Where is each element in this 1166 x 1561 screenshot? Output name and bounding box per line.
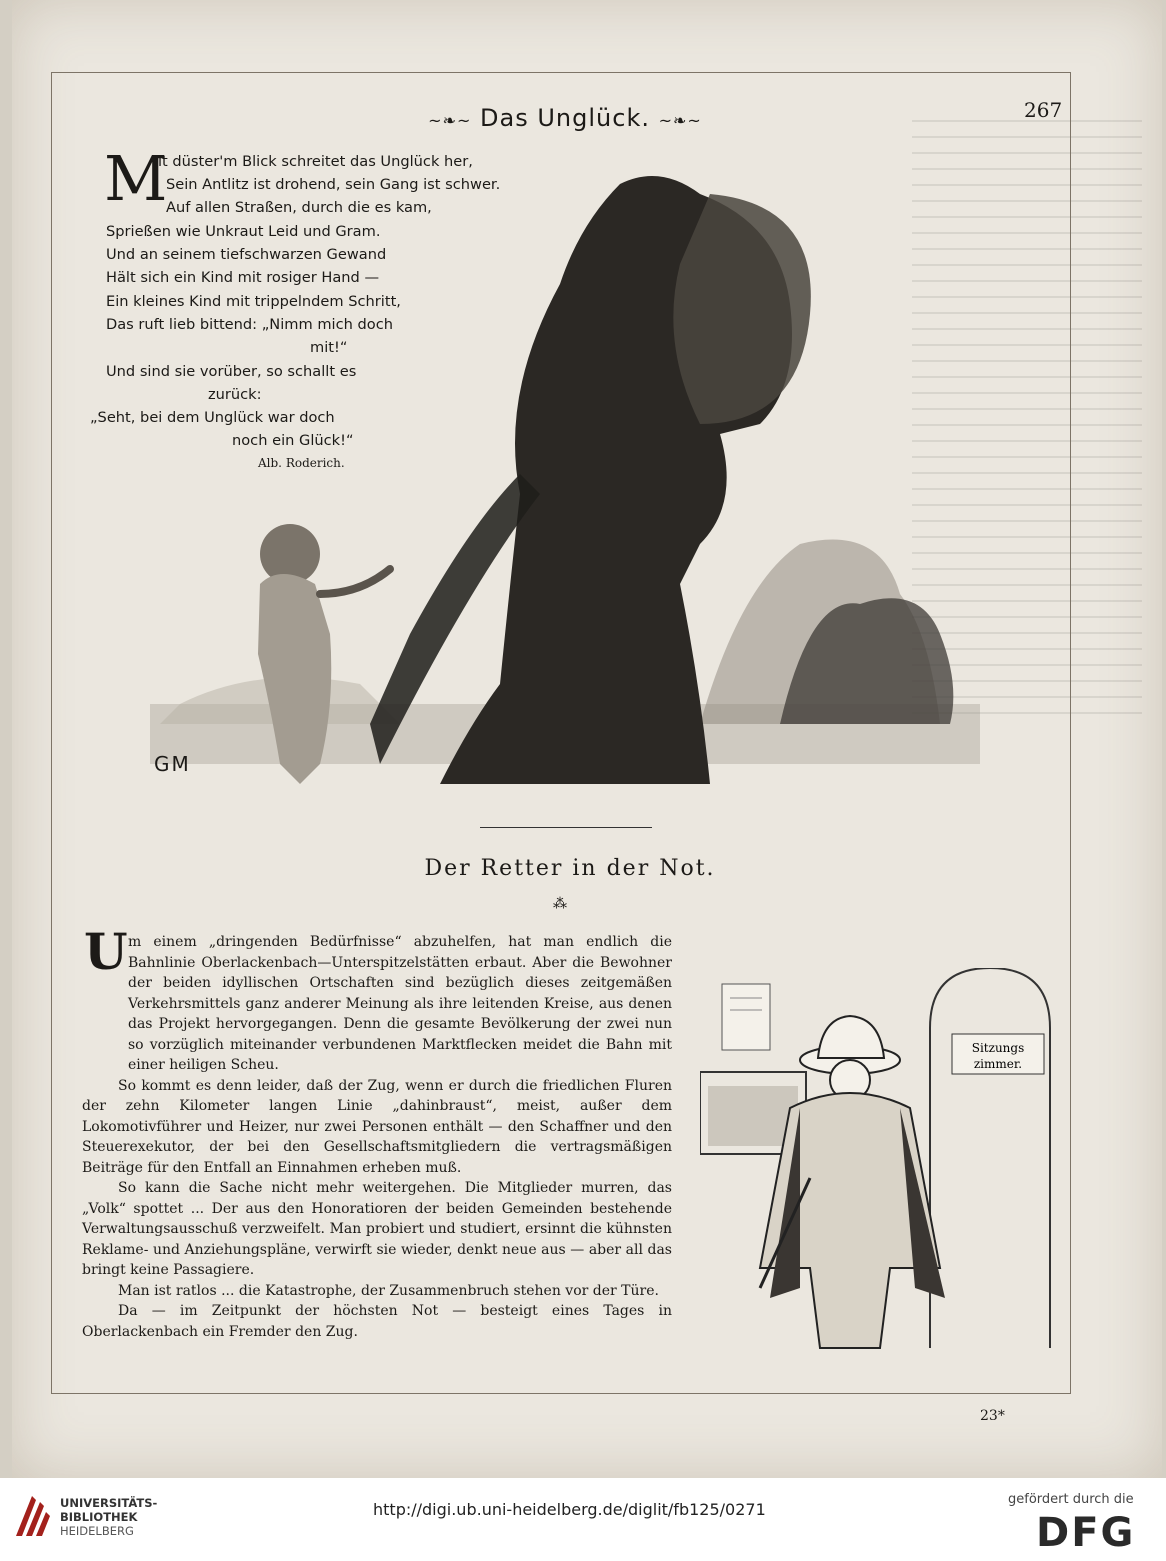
illustration-misfortune xyxy=(140,164,1000,814)
child-arm xyxy=(320,569,390,594)
story-title: Der Retter in der Not. xyxy=(424,856,716,881)
poem-author: Alb. Roderich. xyxy=(258,456,345,470)
dfg-logo[interactable]: DFG xyxy=(1036,1510,1136,1556)
story-dropcap: U xyxy=(84,922,128,981)
story-paragraph: Da — im Zeitpunkt der höchsten Not — besteigt eines Tages in Oberlackenbach ein Fremder den Zug. xyxy=(82,1303,672,1340)
poem-title-block xyxy=(400,104,730,132)
poem-line: noch ein Glück!“ xyxy=(232,432,354,449)
poem-title: Das Unglück. xyxy=(480,104,650,132)
signature-mark: 23* xyxy=(980,1408,1005,1424)
funding-note: gefördert durch die xyxy=(1008,1492,1134,1507)
section-divider xyxy=(480,827,652,828)
poem-line: Sprießen wie Unkraut Leid und Gram. xyxy=(106,223,381,240)
poem-line: Ein kleines Kind mit trippelndem Schritt, xyxy=(106,293,401,310)
title-ornament: ⁂ xyxy=(553,896,567,912)
illustration-stranger xyxy=(700,968,1060,1373)
story-body xyxy=(82,932,672,1342)
door-sign-line: Sitzungs xyxy=(971,1041,1025,1055)
library-logo-icon[interactable] xyxy=(12,1490,52,1542)
poem-line: Und an seinem tiefschwarzen Gewand xyxy=(106,246,387,263)
story-paragraph: m einem „dringenden Bedürfnisse“ abzuhelfen, hat man endlich die Bahnlinie Oberlackenbach—Unterspitzelstätten erbaut. Aber die Bewohner der beiden idyllischen Ortschaften sind bezüglich dieses zeitgemäßen Verkehrsmittels ganz anderer Meinung als ihre leitenden Kreise, aus denen das Projekt hervorgegangen. Denn die gesamte Bevölkerung der zwei nun so vorzüglich miteinander verbundenen Marktflecken meidet die Bahn mit einer heiligen Scheu. xyxy=(128,934,672,1073)
library-name-line: HEIDELBERG xyxy=(60,1524,134,1538)
library-name-line: UNIVERSITÄTS- xyxy=(60,1496,158,1510)
notice-paper xyxy=(722,984,770,1050)
poem-line: Auf allen Straßen, durch die es kam, xyxy=(166,199,432,216)
permalink-url[interactable]: http://digi.ub.uni-heidelberg.de/diglit/fb125/0271 xyxy=(373,1500,766,1519)
doorway xyxy=(930,968,1050,1348)
hat-crown xyxy=(818,1016,884,1058)
story-paragraph: So kommt es denn leider, daß der Zug, wenn er durch die friedlichen Fluren der zehn Kilometer langen Linie „dahinbraust“, meist, außer dem Lokomotivführer und Heizer, nur zwei Personen enthält — den Schaffner und den Steuerexekutor, der bei den Gesellschaftsmitgliedern die vertragsmäßigen Beiträge für den Entfall an Einnahmen erheben muß. xyxy=(82,1077,672,1176)
story-paragraph: So kann die Sache nicht mehr weitergehen. Die Mitglieder murren, das „Volk“ spottet ... Der aus den Honoratioren der beiden Gemeinden bestehende Verwaltungsausschuß verzweifelt. Man probiert und studiert, ersinnt die kühnsten Reklame- und Anziehungspläne, verwirft sie wieder, denkt neue aus — aber all das bringt keine Passagiere. xyxy=(82,1180,672,1278)
footer-bar xyxy=(0,1478,1166,1561)
poem-line: Hält sich ein Kind mit rosiger Hand — xyxy=(106,269,380,286)
library-name xyxy=(60,1496,157,1538)
poem-line: „Seht, bei dem Unglück war doch xyxy=(90,409,335,426)
poem-line: zurück: xyxy=(208,386,262,403)
poem-dropcap: M xyxy=(104,142,168,215)
ornament-right: ~❧~ xyxy=(658,111,702,130)
ornament-left: ~❧~ xyxy=(428,111,472,130)
artist-signature: GM xyxy=(154,752,191,776)
poem-line: Das ruft lieb bittend: „Nimm mich doch xyxy=(106,316,393,333)
door-sign-line: zimmer. xyxy=(973,1057,1023,1071)
poem-line: it düster'm Blick schreitet das Unglück her, xyxy=(158,153,473,170)
library-name-line: BIBLIOTHEK xyxy=(60,1510,138,1524)
poem-line: mit!“ xyxy=(310,339,348,356)
poem-line: Sein Antlitz ist drohend, sein Gang ist schwer. xyxy=(166,176,501,193)
page-number: 267 xyxy=(1024,98,1063,122)
story-paragraph: Man ist ratlos ... die Katastrophe, der Zusammenbruch stehen vor der Türe. xyxy=(118,1282,659,1299)
poem-line: Und sind sie vorüber, so schallt es xyxy=(106,363,357,380)
